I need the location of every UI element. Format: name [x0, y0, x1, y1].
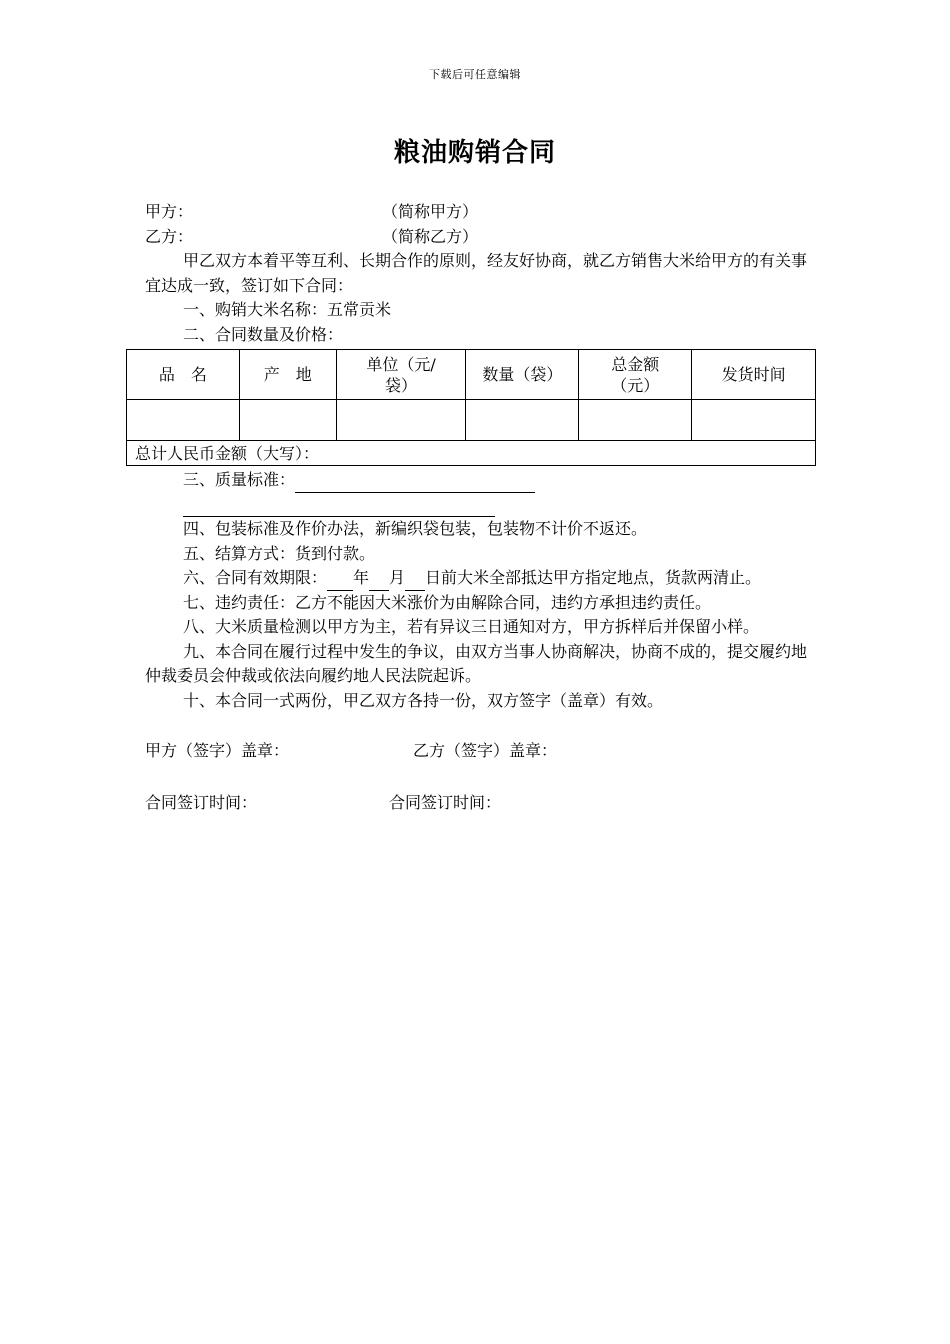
party-a-label: 甲方： [145, 202, 194, 221]
total-amount-label: 总计人民币金额（大写）： [127, 441, 816, 466]
contract-body [135, 200, 808, 815]
party-b-row [145, 225, 807, 250]
clause-2-quantity-price: 二、合同数量及价格： [183, 324, 344, 344]
clause-10-copies: 十、本合同一式两份，甲乙双方各持一份，双方签字（盖章）有效。 [183, 690, 664, 710]
clause-4-packaging: 四、包装标准及作价办法，新编织袋包装，包装物不计价不返还。 [183, 519, 648, 538]
party-b-signing-time-label: 合同签订时间： [389, 792, 502, 812]
clause-5-settlement: 五、结算方式：货到付款。 [183, 543, 376, 563]
clause-3-continuation [145, 493, 807, 518]
signature-row [145, 739, 807, 764]
header-total-amount: 总金额（元） [579, 350, 692, 400]
quality-standard-blank[interactable] [295, 474, 535, 493]
header-quantity: 数量（袋） [466, 350, 579, 400]
clause-9-disputes: 九、本合同在履行过程中发生的争议，由双方当事人协商解决，协商不成的，提交履约地仲裁委员会仲裁或依法向履约地人民法院起诉。 [145, 641, 808, 685]
table-header-row [127, 350, 816, 400]
price-table [126, 349, 816, 466]
clause-1-product-name: 一、购销大米名称：五常贡米 [183, 300, 392, 319]
party-b-short-name: （简称乙方） [382, 226, 479, 246]
contract-title: 粮油购销合同 [393, 138, 556, 168]
party-b-label: 乙方： [145, 226, 194, 246]
clause-6-validity [145, 566, 807, 591]
header-product-name: 品 名 [127, 350, 240, 400]
page-header-note: 下载后可任意编辑 [429, 68, 521, 81]
cell-unit-price[interactable] [336, 400, 466, 441]
month-blank[interactable] [369, 572, 389, 591]
header-origin: 产 地 [239, 350, 336, 400]
party-b-signature-label: 乙方（签字）盖章： [413, 741, 558, 760]
cell-total-amount[interactable] [579, 400, 692, 441]
quality-standard-blank-2[interactable] [183, 498, 495, 517]
clause-8-quality-inspection: 八、大米质量检测以甲方为主，若有异议三日通知对方，甲方拆样后并保留小样。 [183, 617, 760, 636]
clause-6-month: 月 [389, 568, 406, 587]
header-unit-price: 单位（元/袋） [336, 350, 466, 400]
clause-7-liability: 七、违约责任：乙方不能因大米涨价为由解除合同，违约方承担违约责任。 [183, 592, 712, 612]
clause-3-quality-standard [145, 468, 807, 493]
cell-ship-time[interactable] [692, 400, 816, 441]
intro-paragraph: 甲乙双方本着平等互利、长期合作的原则，经友好协商，就乙方销售大米给甲方的有关事宜达成一致，签订如下合同： [145, 251, 808, 295]
party-a-short-name: （简称甲方） [382, 202, 479, 221]
table-row [127, 400, 816, 441]
clause-6-suffix: 日前大米全部抵达甲方指定地点，货款两清止。 [425, 568, 762, 587]
header-ship-time: 发货时间 [692, 350, 816, 400]
clause-3-label: 三、质量标准： [183, 470, 296, 489]
cell-product-name[interactable] [127, 400, 240, 441]
table-total-row [127, 441, 816, 466]
cell-quantity[interactable] [466, 400, 579, 441]
party-a-row [145, 200, 807, 225]
year-blank[interactable] [327, 572, 353, 591]
clause-6-prefix: 六、合同有效期限： [183, 568, 328, 587]
day-blank[interactable] [405, 572, 425, 591]
clause-6-year: 年 [353, 568, 370, 587]
party-a-signature-label: 甲方（签字）盖章： [145, 741, 290, 760]
cell-origin[interactable] [239, 400, 336, 441]
signing-time-row [145, 791, 807, 816]
party-a-signing-time-label: 合同签订时间： [145, 792, 258, 812]
